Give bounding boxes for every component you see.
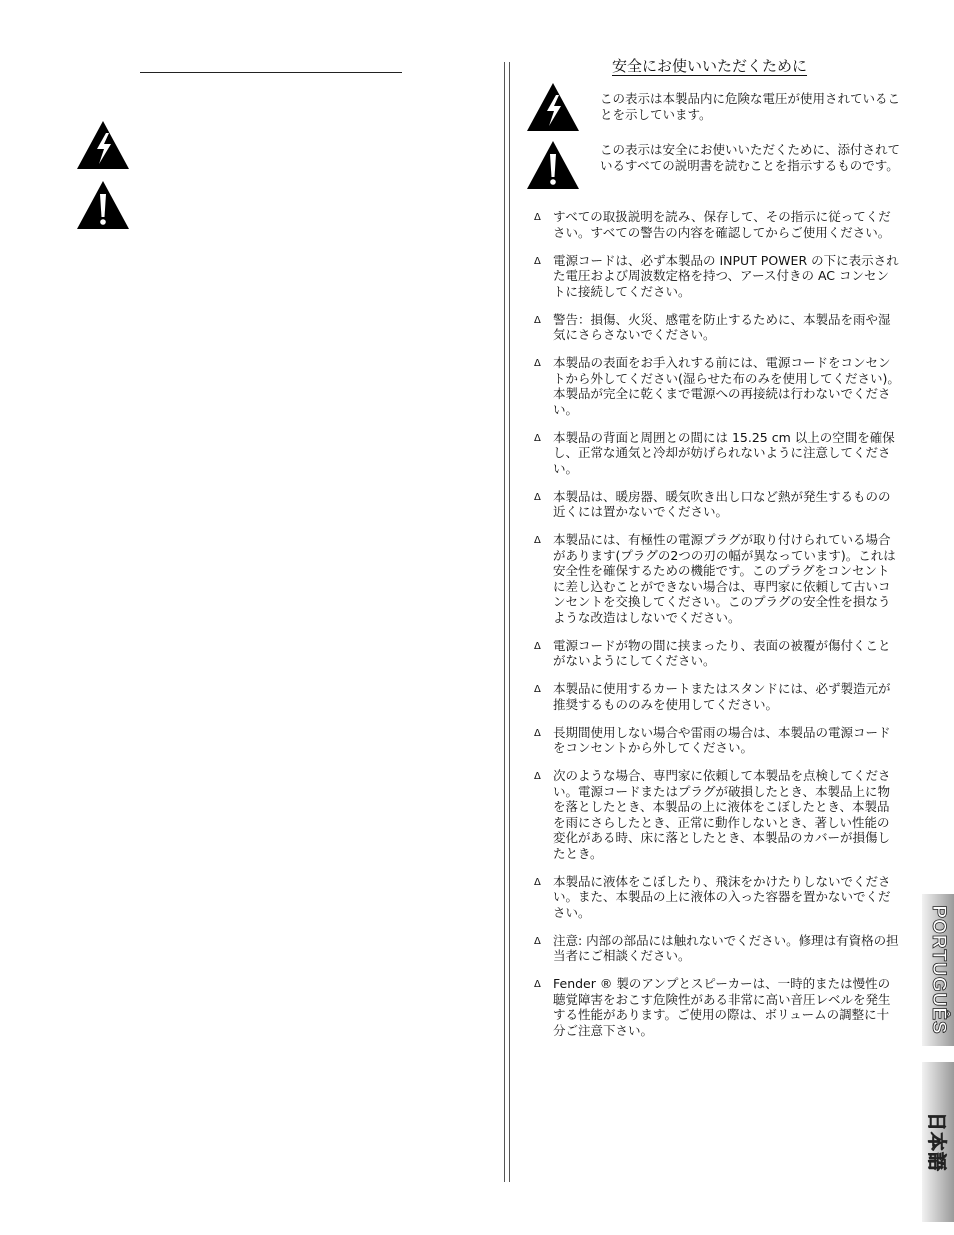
list-item: Δ 本製品の表面をお手入れする前には、電源コードをコンセントから外してください(湿らせた布のみを使用してください)。本製品が完全に乾くまで電源への再接続は行わないでください。 (534, 355, 900, 417)
list-item: Δ すべての取扱説明を読み、保存して、その指示に従ってください。すべての警告の内容を確認してからご使用ください。 (534, 209, 891, 240)
bullet: Δ (534, 212, 541, 223)
bullet: Δ (534, 491, 541, 503)
list-item: Δ 警告：損傷、火災、感電を防止するために、本製品を雨や湿気にさらさないでください。 (534, 311, 891, 342)
list-item: Δ 長期間使用しない場合や雷雨の場合は、本製品の電源コードをコンセントから外してください。 (534, 724, 891, 755)
section-title: 安全にお使いいただくために (612, 57, 808, 75)
list-item: Δ Fender ® 製のアンプとスピーカーは、一時的または慢性の聴覚障害をおこす危険性がある非常に高い音圧レベルを発生する性能があります。ご使用の際は、ボリュームの調整に十分ご注意下さい。 (534, 976, 891, 1038)
list-item: Δ 注意: 内部の部品には触れないでください。修理は有資格の担当者にご相談ください。 (534, 932, 899, 963)
bullet: Δ (534, 771, 541, 782)
column-divider (509, 62, 510, 1182)
list-item: Δ 電源コードは、必ず本製品の INPUT POWER の下に表示された電圧および周波数定格を持つ、アース付きの AC コンセントに接続してください。 (534, 252, 899, 299)
left-heading-rule (140, 72, 402, 73)
bullet: Δ (534, 255, 541, 267)
safety-instructions-list (534, 209, 900, 1051)
tab-label: PORTUGUÊS (928, 905, 949, 1035)
voltage-notice: この表示は本製品内に危険な電圧が使用されていることを示しています。 (600, 91, 901, 122)
bullet: Δ (534, 727, 541, 739)
tab-label: 日本語 (925, 1111, 947, 1173)
bullet: Δ (534, 432, 541, 444)
bullet: Δ (534, 876, 541, 888)
bullet: Δ (534, 979, 541, 990)
list-item: Δ 本製品に使用するカートまたはスタンドには、必ず製造元が推奨するもののみを使用してください。 (534, 681, 891, 712)
bullet: Δ (534, 684, 541, 695)
tab-portuguese[interactable] (922, 894, 954, 1046)
column-divider (504, 62, 505, 1182)
list-item: Δ 電源コードが物の間に挟まったり、表面の被覆が傷付くことがないようにしてください。 (534, 637, 891, 668)
lightning-warning-icon (525, 81, 581, 133)
bullet: Δ (534, 535, 541, 546)
list-item: Δ 本製品は、暖房器、暖気吹き出し口など熱が発生するものの近くには置かないでください。 (534, 488, 891, 519)
bullet: Δ (534, 314, 541, 326)
exclamation-warning-icon (525, 139, 581, 191)
exclamation-warning-icon (75, 179, 131, 231)
lightning-warning-icon (75, 119, 131, 171)
tab-japanese[interactable] (922, 1062, 954, 1222)
list-item: Δ 本製品には、有極性の電源プラグが取り付けられている場合があります(プラグの2つの刃の幅が異なっています)。これは安全性を確保するための機能です。このプラグをコンセントに差し込むことができない場合は、専門家に依頼して古いコンセントを交換してください。このプラグの安全性を損なうような改造はしないでください。 (534, 532, 896, 625)
bullet: Δ (534, 640, 541, 652)
instructions-notice: この表示は安全にお使いいただくために、添付されているすべての説明書を読むことを指示するものです。 (600, 142, 901, 173)
list-item: Δ 次のような場合、専門家に依頼して本製品を点検してください。電源コードまたはプラグが破損したとき、本製品上に物を落としたとき、本製品の上に液体をこぼしたとき、本製品を雨にさらしたとき、正常に動作しないとき、著しい性能の変化がある時、床に落としたとき、本製品のカバーが損傷したとき。 (534, 768, 891, 861)
list-item: Δ 本製品に液体をこぼしたり、飛沫をかけたりしないでください。また、本製品の上に液体の入った容器を置かないでください。 (534, 873, 891, 920)
list-item: Δ 本製品の背面と周囲との間には 15.25 cm 以上の空間を確保し、正常な通気と冷却が妨げられないように注意してください。 (534, 429, 895, 476)
bullet: Δ (534, 935, 541, 947)
bullet: Δ (534, 358, 541, 369)
